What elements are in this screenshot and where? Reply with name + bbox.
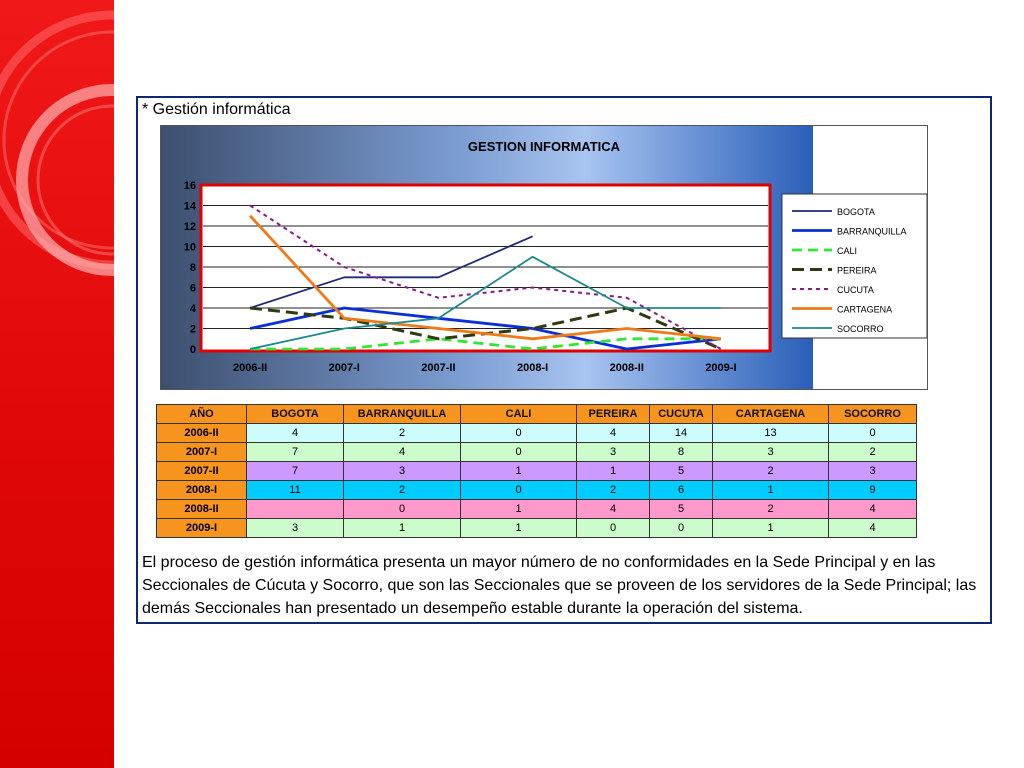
x-tick-label: 2008-I: [516, 362, 549, 374]
table-cell: 1: [461, 462, 577, 481]
table-cell: 2: [344, 424, 461, 443]
legend-label-cartagena: CARTAGENA: [837, 304, 893, 315]
table-cell: 0: [829, 424, 917, 443]
table-row: [157, 500, 917, 519]
data-table: [156, 404, 917, 538]
table-year-cell: 2007-II: [157, 462, 247, 481]
table-year-cell: 2008-II: [157, 500, 247, 519]
x-tick-label: 2008-II: [609, 362, 644, 374]
table-cell: 9: [829, 481, 917, 500]
table-cell: 1: [344, 519, 461, 538]
table-cell: 3: [247, 519, 344, 538]
table-header-cell: BARRANQUILLA: [344, 405, 461, 424]
table-cell: 6: [650, 481, 713, 500]
section-title: * Gestión informática: [142, 101, 291, 118]
legend-label-cucuta: CUCUTA: [837, 285, 874, 295]
table-header-cell: SOCORRO: [829, 405, 917, 424]
table-year-cell: 2006-II: [157, 424, 247, 443]
table-row: [157, 443, 917, 462]
legend-label-socorro: SOCORRO: [837, 324, 884, 334]
table-cell: 1: [461, 500, 577, 519]
table-cell: 2: [829, 443, 917, 462]
decorative-side-band: [0, 0, 114, 768]
table-row: [157, 519, 917, 538]
table-cell: 2: [577, 481, 650, 500]
y-tick-label: 12: [183, 221, 196, 233]
conclusion-text: El proceso de gestión informática presenta un mayor número de no conformidades en la Sede Principal y en las Seccionales de Cúcuta y Socorro, que son las Seccionales que se proveen de los servidores de la Sede Principal; las demás Seccionales han presentado un desempeño estable durante la operación del sistema.: [142, 554, 977, 617]
table-cell: 4: [247, 424, 344, 443]
table-header-cell: AÑO: [157, 405, 247, 424]
table-cell: 0: [461, 424, 577, 443]
table-cell: 2: [344, 481, 461, 500]
table-cell: 0: [344, 500, 461, 519]
table-cell: 7: [247, 462, 344, 481]
table-cell: 4: [829, 500, 917, 519]
decorative-circles: [0, 0, 114, 768]
table-cell: 3: [344, 462, 461, 481]
y-tick-label: 2: [189, 323, 196, 336]
x-tick-label: 2009-I: [705, 362, 737, 374]
table-cell: 7: [247, 443, 344, 462]
y-tick-label: 0: [189, 344, 196, 356]
table-cell: 0: [650, 519, 713, 538]
table-cell: 0: [461, 443, 577, 462]
table-cell: 5: [650, 462, 713, 481]
table-row: [157, 424, 917, 443]
legend-label-cali: CALI: [837, 246, 858, 256]
y-tick-label: 16: [183, 180, 196, 192]
y-tick-label: 8: [189, 262, 196, 274]
legend-label-barranquilla: BARRANQUILLA: [837, 226, 907, 237]
table-cell: 8: [650, 443, 713, 462]
table-cell: 4: [577, 500, 650, 519]
table-header-cell: CALI: [461, 405, 577, 424]
content-frame: [136, 96, 992, 624]
table-year-cell: 2007-I: [157, 443, 247, 462]
chart: [160, 125, 928, 390]
table-cell: 1: [577, 462, 650, 481]
y-tick-label: 10: [183, 241, 196, 254]
table-cell: 3: [577, 443, 650, 462]
table-cell: 2: [713, 500, 829, 519]
chart-title: GESTION INFORMATICA: [467, 139, 621, 154]
legend-label-bogota: BOGOTA: [837, 207, 875, 217]
table-year-cell: 2008-I: [157, 481, 247, 500]
table-cell: 0: [577, 519, 650, 538]
table-cell: 4: [829, 519, 917, 538]
plot-area: [201, 185, 770, 351]
table-header-cell: CARTAGENA: [713, 405, 829, 424]
x-tick-label: 2007-II: [421, 362, 456, 374]
table-cell: 5: [650, 500, 713, 519]
table-header-row: [157, 405, 917, 424]
table-header-cell: PEREIRA: [577, 405, 650, 424]
table-cell: 11: [247, 481, 344, 500]
table-row: [157, 462, 917, 481]
table-cell: 0: [461, 481, 577, 500]
table-cell: 2: [713, 462, 829, 481]
table-cell: 1: [713, 481, 829, 500]
table-cell: 1: [461, 519, 577, 538]
table-cell: 4: [577, 424, 650, 443]
table-cell: 14: [650, 424, 713, 443]
chart-canvas: [161, 126, 928, 390]
table-year-cell: 2009-I: [157, 519, 247, 538]
legend-label-pereira: PEREIRA: [837, 265, 877, 276]
y-tick-label: 14: [183, 200, 196, 213]
y-tick-label: 6: [189, 282, 196, 295]
table-cell: 1: [713, 519, 829, 538]
table-cell: [247, 500, 344, 519]
table-header-cell: CUCUTA: [650, 405, 713, 424]
table-cell: 4: [344, 443, 461, 462]
table-row: [157, 481, 917, 500]
x-tick-label: 2007-I: [328, 362, 360, 374]
table-cell: 13: [713, 424, 829, 443]
x-tick-label: 2006-II: [232, 362, 268, 374]
table-header-cell: BOGOTA: [247, 405, 344, 424]
y-tick-label: 4: [189, 303, 196, 315]
table-cell: 3: [713, 443, 829, 462]
table-cell: 3: [829, 462, 917, 481]
